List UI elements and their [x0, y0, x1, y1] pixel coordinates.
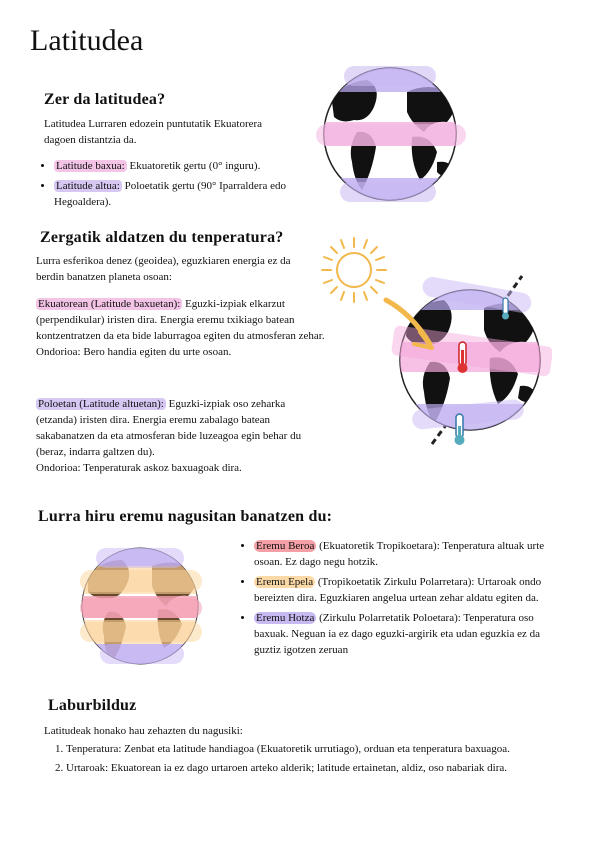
page-title: Latitudea	[30, 24, 144, 57]
item-text: Poloetatik gertu (90° Iparraldera edo Hegoaldera).	[54, 180, 286, 208]
section2-equator-paragraph	[36, 296, 328, 360]
section3-list	[240, 538, 564, 662]
term-high-latitude: Latitude altua:	[56, 180, 120, 192]
item-text: (Zirkulu Polarretatik Poloetara): Tenperatura oso baxuak. Neguan ia ez dago eguzki-argirik eta udan eguzkia ez da guztiz igotzen zeruan	[254, 612, 540, 656]
list-item	[54, 158, 304, 174]
list-item: 1. Tenperatura: Zenbat eta latitude handiagoa (Ekuatoretik urrutiago), orduan eta tenperatura baxuagoa.	[66, 741, 596, 757]
list-item	[254, 538, 564, 570]
section4-heading: Laburbilduz	[48, 697, 137, 714]
globe-sunrays-illustration	[372, 274, 552, 454]
section2-poles-paragraph	[36, 396, 328, 476]
thermometer-hot-icon	[458, 342, 468, 373]
section3-heading: Lurra hiru eremu nagusitan banatzen du:	[38, 508, 333, 525]
thermometer-cold-icon	[455, 414, 465, 445]
poles-text: Eguzki-izpiak oso zeharka (etzanda) iristen dira. Energia eremu zabalago batean sakabanatzen da eta atmosferan bide luzeagoa egin behar du (beraz, indarra galtzen du).	[36, 398, 302, 458]
poles-result: Ondorioa: Tenperaturak askoz baxuagoak dira.	[36, 462, 242, 474]
term-temperate-zone: Eremu Epela	[256, 576, 314, 588]
list-item: 2. Urtaroak: Ekuatorean ia ez dago urtaroen arteko alderik; latitude ertainetan, aldiz, oso nabariak dira.	[66, 760, 596, 776]
section1-intro: Latitudea Lurraren edozein puntutatik Ekuatorera dagoen distantzia da.	[44, 118, 263, 146]
section1-list	[40, 158, 304, 214]
globe-latitude-illustration	[312, 62, 472, 208]
section4-intro: Latitudeak honako hau zehazten du nagusiki:	[44, 725, 243, 737]
equator-text: Eguzki-izpiak elkarzut (perpendikular) iristen dira. Energia eremu txikiago batean kontzentratzen da eta bide laburragoa egiten du atmosferan zehar.	[36, 298, 325, 342]
term-equator: Ekuatorean (Latitude baxuetan):	[38, 298, 181, 310]
list-item	[254, 610, 564, 658]
thermometer-cold-small-icon	[502, 298, 509, 320]
equator-result: Ondorioa: Bero handia egiten du urte osoan.	[36, 346, 232, 358]
item-text: (Ekuatoretik Tropikoetara): Tenperatura altuak urte osoan. Ez dago negu hotzik.	[254, 540, 545, 568]
section2-heading: Zergatik aldatzen du tenperatura?	[40, 229, 284, 246]
section1-heading: Zer da latitudea?	[44, 91, 166, 108]
list-item	[254, 574, 564, 606]
section4-list	[44, 741, 596, 779]
list-item	[54, 178, 304, 210]
term-hot-zone: Eremu Beroa	[256, 540, 315, 552]
globe-climate-zones-illustration	[78, 544, 204, 668]
term-poles: Poloetan (Latitude altuetan):	[38, 398, 164, 410]
term-cold-zone: Eremu Hotza	[256, 612, 315, 624]
item-text: (Tropikoetatik Zirkulu Polarretara): Urtaroak ondo bereizten dira. Eguzkiaren angelua urtean zehar aldatu egiten da.	[254, 576, 542, 604]
section2-intro: Lurra esferikoa denez (geoidea), eguzkiaren energia ez da berdin banatzen planeta osoan:	[36, 255, 291, 283]
item-text: Ekuatoretik gertu (0° inguru).	[126, 160, 261, 172]
term-low-latitude: Latitude baxua:	[56, 160, 125, 172]
